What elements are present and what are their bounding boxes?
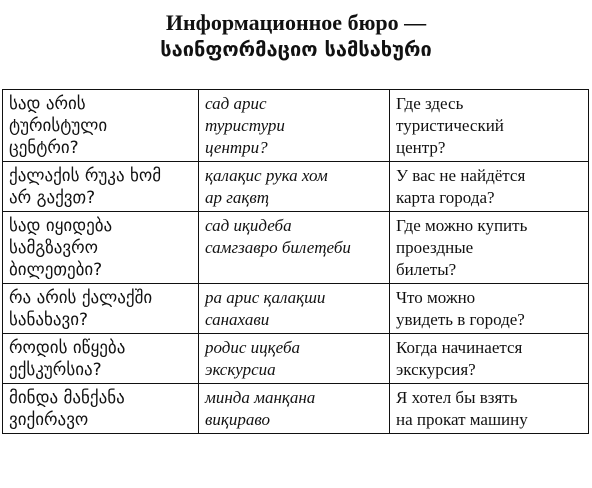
transliteration-cell xyxy=(199,162,390,212)
georgian-cell xyxy=(3,212,199,284)
georgian-phrase: მინდა მანქანა ვიქირავო xyxy=(9,388,125,430)
georgian-cell xyxy=(3,334,199,384)
georgian-phrase: როდის იწყება ექსკურსია? xyxy=(9,338,126,380)
georgian-phrase: სად არის ტურისტული ცენტრი? xyxy=(9,94,108,158)
georgian-phrase: ქალაქის რუკა ხომ არ გაქვთ? xyxy=(9,166,162,208)
table-row xyxy=(3,90,589,162)
transliteration-cell xyxy=(199,284,390,334)
russian-cell xyxy=(390,334,589,384)
title-russian: Информационное бюро — xyxy=(165,10,427,35)
russian-cell xyxy=(390,212,589,284)
title-georgian: საინფორმაციო სამსახური xyxy=(160,37,432,61)
russian-phrase: Где здесь туристический центр? xyxy=(396,94,504,157)
russian-phrase: Я хотел бы взять на прокат машину xyxy=(396,388,528,429)
phrase-table xyxy=(2,89,589,434)
georgian-cell xyxy=(3,90,199,162)
georgian-phrase: სად იყიდება სამგზავრო ბილეთები? xyxy=(9,216,113,280)
transliteration-cell xyxy=(199,334,390,384)
russian-phrase: Когда начинается экскурсия? xyxy=(396,338,523,379)
transliteration-cell xyxy=(199,90,390,162)
transliteration-phrase: сад арис туристури центри? xyxy=(205,94,285,157)
transliteration-phrase: қалақис рука хом ар гақвҭ xyxy=(205,166,328,207)
georgian-cell xyxy=(3,284,199,334)
transliteration-phrase: минда манқана виқираво xyxy=(205,388,316,429)
russian-cell xyxy=(390,90,589,162)
russian-phrase: У вас не найдётся карта города? xyxy=(396,166,526,207)
russian-cell xyxy=(390,384,589,434)
transliteration-phrase: сад иқидеба самгзавро билеҭеби xyxy=(205,216,351,257)
transliteration-phrase: ра арис қалақши санахави xyxy=(205,288,326,329)
russian-cell xyxy=(390,284,589,334)
transliteration-cell xyxy=(199,212,390,284)
table-row xyxy=(3,162,589,212)
russian-phrase: Где можно купить проездные билеты? xyxy=(396,216,528,279)
georgian-cell xyxy=(3,384,199,434)
transliteration-phrase: родис ицқеба экскурсиа xyxy=(205,338,300,379)
table-row xyxy=(3,212,589,284)
russian-cell xyxy=(390,162,589,212)
russian-phrase: Что можно увидеть в городе? xyxy=(396,288,525,329)
table-row xyxy=(3,284,589,334)
table-row xyxy=(3,334,589,384)
page-title xyxy=(0,10,592,62)
transliteration-cell xyxy=(199,384,390,434)
georgian-cell xyxy=(3,162,199,212)
georgian-phrase: რა არის ქალაქში სანახავი? xyxy=(9,288,153,330)
table-row xyxy=(3,384,589,434)
